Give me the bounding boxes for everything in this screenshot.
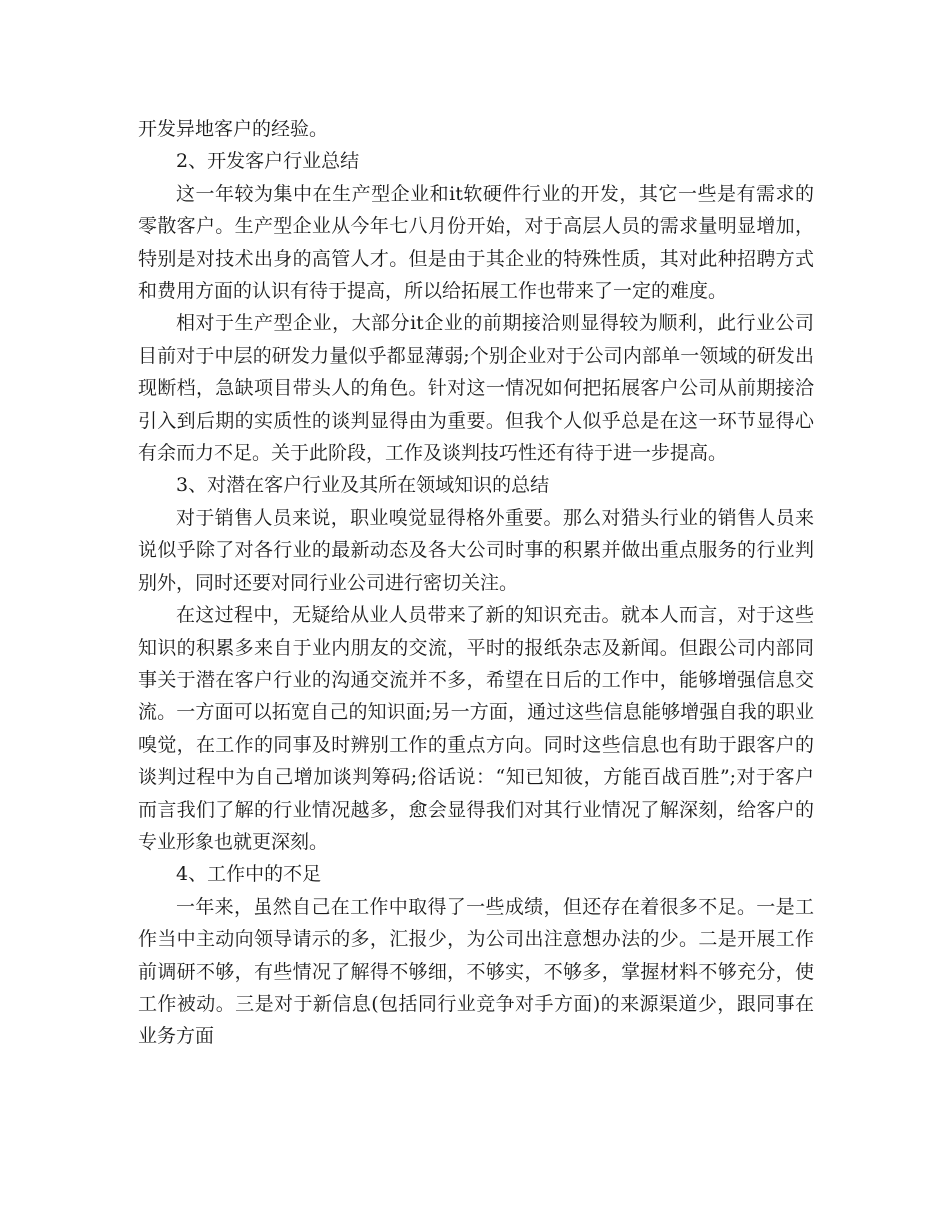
section-heading-3: 3、对潜在客户行业及其所在领域知识的总结 bbox=[176, 474, 550, 497]
paragraph: 在这过程中，无疑给从业人员带来了新的知识充击。就本人而言，对于这些知识的积累多来自于业内朋友的交流，平时的报纸杂志及新闻。但跟公司内部同事关于潜在客户行业的沟通交流并不多，希望在日后的工作中，能够增强信息交流。一方面可以拓宽自己的知识面;另一方面，通过这些信息能够增强自我的职业嗅觉，在工作的同事及时辨别工作的重点方向。同时这些信息也有助于跟客户的谈判过程中为自己增加谈判筹码;俗话说：“知已知彼，方能百战百胜”;对于客户而言我们了解的行业情况越多，愈会显得我们对其行业情况了解深刻，给客户的专业形象也就更深刻。 bbox=[138, 604, 814, 853]
paragraph: 这一年较为集中在生产型企业和it软硬件行业的开发，其它一些是有需求的零散客户。生产型企业从今年七八月份开始，对于高层人员的需求量明显增加，特别是对技术出身的高管人才。但是由于其企业的特殊性质，其对此种招聘方式和费用方面的认识有待于提高，所以给拓展工作也带来了一定的难度。 bbox=[138, 182, 814, 303]
section-heading-2: 2、开发客户行业总结 bbox=[176, 150, 360, 173]
document-body bbox=[138, 113, 814, 1053]
paragraph: 对于销售人员来说，职业嗅觉显得格外重要。那么对猎头行业的销售人员来说似乎除了对各行业的最新动态及各大公司时事的积累并做出重点服务的行业判别外，同时还要对同行业公司进行密切关注。 bbox=[138, 506, 814, 594]
paragraph-continuation: 开发异地客户的经验。 bbox=[138, 118, 329, 140]
paragraph: 相对于生产型企业，大部分it企业的前期接洽则显得较为顺利，此行业公司目前对于中层的研发力量似乎都显薄弱;个别企业对于公司内部单一领域的研发出现断档，急缺项目带头人的角色。针对这一情况如何把拓展客户公司从前期接洽引入到后期的实质性的谈判显得由为重要。但我个人似乎总是在这一环节显得心有余而力不足。关于此阶段，工作及谈判技巧性还有待于进一步提高。 bbox=[138, 312, 814, 465]
section-heading-4: 4、工作中的不足 bbox=[176, 863, 322, 886]
paragraph: 一年来，虽然自己在工作中取得了一些成绩，但还存在着很多不足。一是工作当中主动向领导请示的多，汇报少，为公司出注意想办法的少。二是开展工作前调研不够，有些情况了解得不够细，不够实，不够多，掌握材料不够充分，使工作被动。三是对于新信息(包括同行业竞争对手方面)的来源渠道少，跟同事在业务方面 bbox=[138, 895, 814, 1048]
